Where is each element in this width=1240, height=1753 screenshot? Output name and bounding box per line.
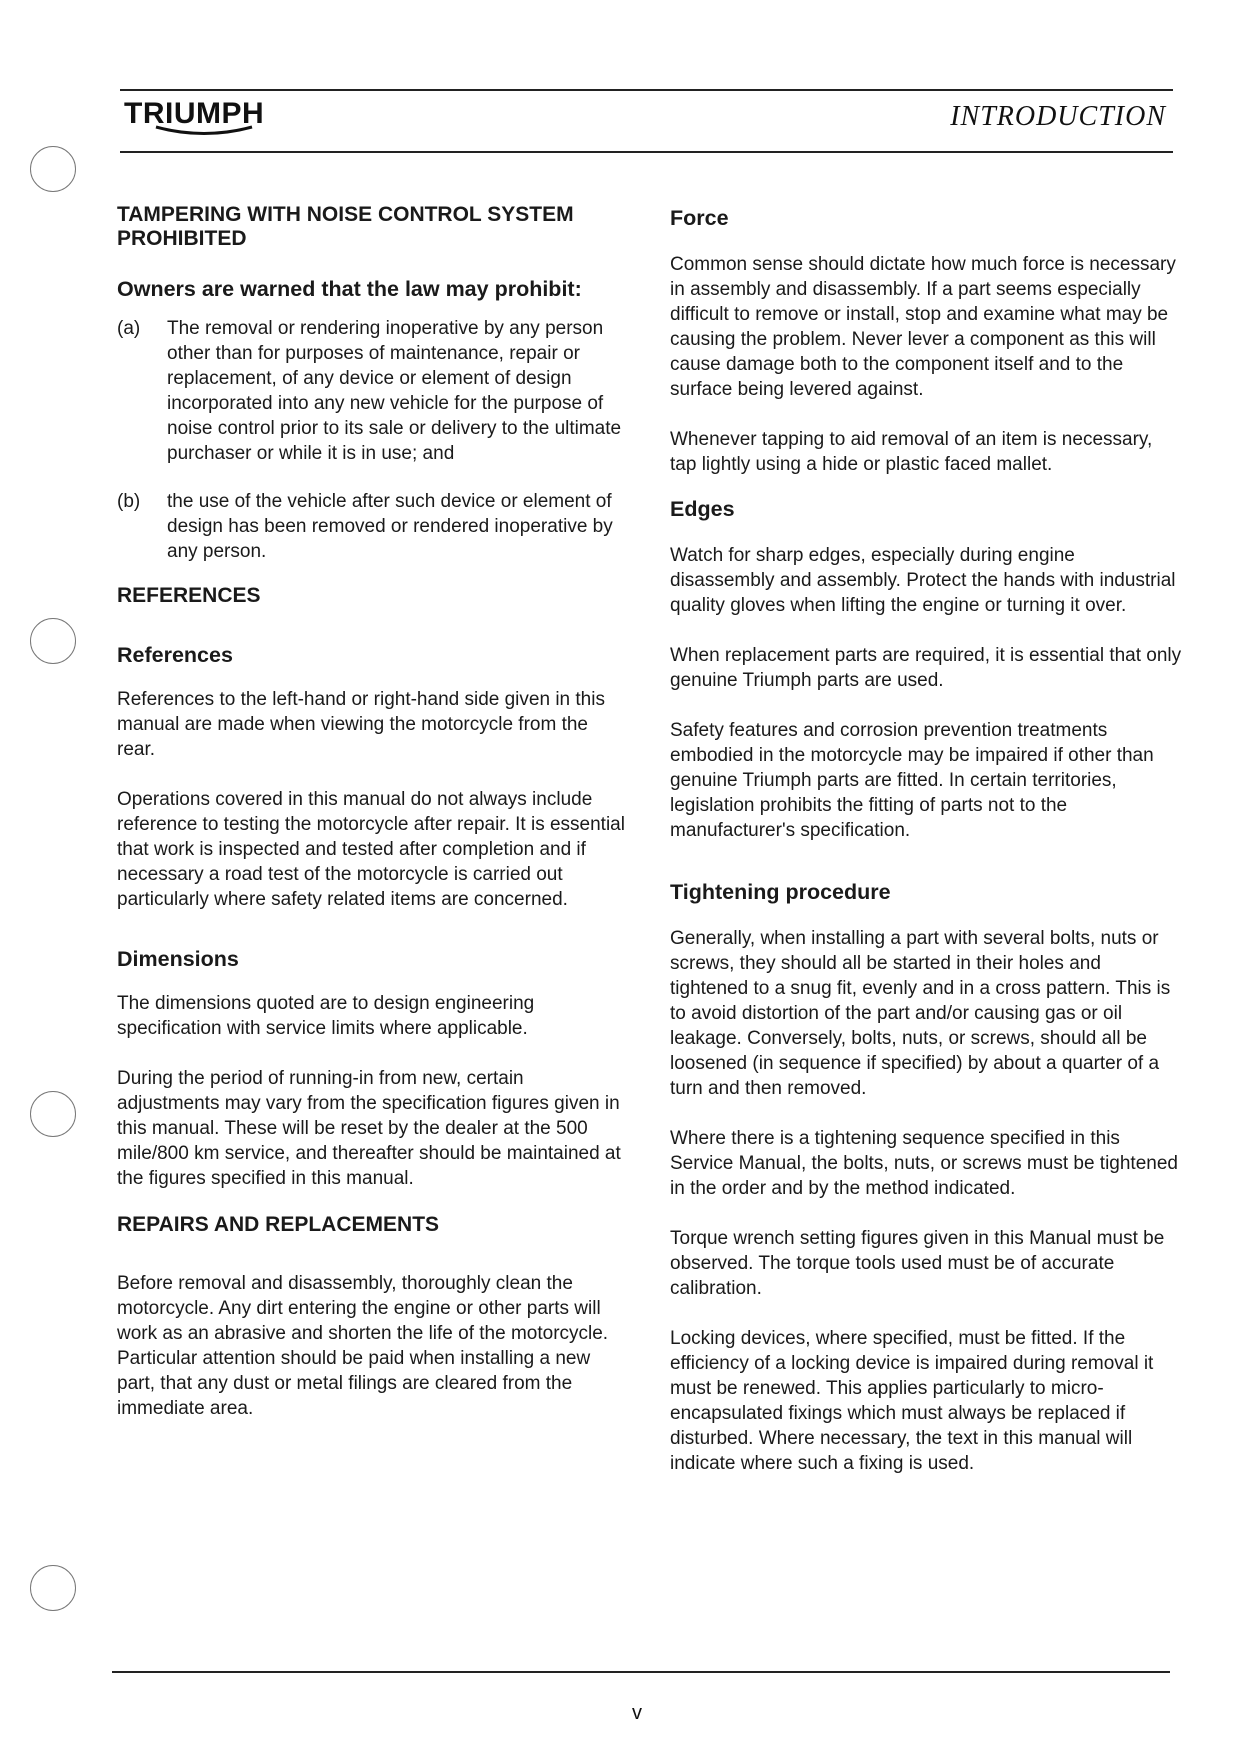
references-paragraph-1: References to the left-hand or right-hand side given in this manual are made when viewing the motorcycle from the rear. — [117, 689, 605, 760]
edges-paragraph-2: When replacement parts are required, it is essential that only genuine Triumph parts are used. — [670, 645, 1182, 691]
footer-rule — [112, 1671, 1170, 1673]
list-item-text: The removal or rendering inoperative by any person other than for purposes of maintenance, repair or replacement, of any device or element of design incorporated into any new vehicle for the purpose of noise control prior to its sale or delivery to the ultimate purchaser or while it is in use; and — [167, 318, 622, 464]
tightening-paragraph-2: Where there is a tightening sequence specified in this Service Manual, the bolts, nuts, or screws must be tightened in the order and by the method indicated. — [670, 1128, 1178, 1199]
dimensions-paragraph-1: The dimensions quoted are to design engineering specification with service limits where applicable. — [117, 993, 535, 1039]
repairs-heading: REPAIRS AND REPLACEMENTS — [117, 1213, 440, 1236]
tightening-paragraph-3: Torque wrench setting figures given in this Manual must be observed. The torque tools used must be of accurate calibration. — [670, 1228, 1165, 1299]
section-title: INTRODUCTION — [950, 101, 1166, 132]
edges-paragraph-1: Watch for sharp edges, especially during engine disassembly and assembly. Protect the hands with industrial quality gloves when lifting the engine or turning it over. — [670, 545, 1176, 616]
binder-hole — [30, 1565, 76, 1611]
logo-swoosh-icon — [154, 124, 254, 138]
header-bottom-rule — [120, 151, 1173, 153]
references-subheading: References — [117, 643, 233, 667]
list-item — [117, 489, 627, 564]
list-item-text: the use of the vehicle after such device or element of design has been removed or rendered inoperative by any person. — [167, 491, 613, 562]
tampering-heading: TAMPERING WITH NOISE CONTROL SYSTEM PROHIBITED — [117, 203, 574, 250]
references-heading: REFERENCES — [117, 584, 261, 607]
list-item-label: (a) — [117, 318, 141, 339]
dimensions-paragraph-2: During the period of running-in from new, certain adjustments may vary from the specification figures given in this manual. These will be reset by the dealer at the 500 mile/800 km service, and thereafter should be maintained at the figures specified in this manual. — [117, 1068, 621, 1189]
binder-hole — [30, 1091, 76, 1137]
list-item-label: (b) — [117, 491, 141, 512]
triumph-logo: TRIUMPH — [124, 97, 265, 130]
force-paragraph-2: Whenever tapping to aid removal of an item is necessary, tap lightly using a hide or plastic faced mallet. — [670, 429, 1153, 475]
force-paragraph-1: Common sense should dictate how much force is necessary in assembly and disassembly. If a part seems especially difficult to remove or install, stop and examine what may be causing the problem. Never lever a component as this will cause damage both to the component itself and to the surface being levered against. — [670, 254, 1176, 400]
page-number: v — [632, 1702, 642, 1724]
right-column — [670, 205, 1182, 1501]
binder-hole — [30, 618, 76, 664]
force-heading: Force — [670, 206, 729, 230]
references-paragraph-2: Operations covered in this manual do not always include reference to testing the motorcycle after repair. It is essential that work is inspected and tested after completion and if necessary a road test of the motorcycle is carried out particularly where safety related items are concerned. — [117, 789, 625, 910]
dimensions-heading: Dimensions — [117, 947, 239, 971]
left-column — [117, 203, 627, 1446]
edges-heading: Edges — [670, 497, 735, 521]
repairs-paragraph-1: Before removal and disassembly, thoroughly clean the motorcycle. Any dirt entering the engine or other parts will work as an abrasive and shorten the life of the motorcycle. Particular attention should be paid when installing a new part, that any dust or metal filings are cleared from the immediate area. — [117, 1273, 609, 1419]
tightening-paragraph-4: Locking devices, where specified, must be fitted. If the efficiency of a locking device is impaired during removal it must be renewed. This applies particularly to micro-encapsulated fixings which must always be replaced if disturbed. Where necessary, the text in this manual will indicate where such a fixing is used. — [670, 1328, 1154, 1474]
edges-paragraph-3: Safety features and corrosion prevention treatments embodied in the motorcycle may be impaired if other than genuine Triumph parts are fitted. In certain territories, legislation prohibits the fitting of parts not to the manufacturer's specification. — [670, 720, 1154, 841]
binder-hole — [30, 146, 76, 192]
tightening-heading: Tightening procedure — [670, 880, 891, 904]
tightening-paragraph-1: Generally, when installing a part with several bolts, nuts or screws, they should all be started in their holes and tightened to a snug fit, evenly and in a cross pattern. This is to avoid distortion of the part and/or causing gas or oil leakage. Conversely, bolts, nuts, or screws, should all be loosened (in sequence if specified) by about a quarter of a turn and then removed. — [670, 928, 1171, 1099]
list-item — [117, 316, 627, 466]
owners-heading: Owners are warned that the law may prohibit: — [117, 277, 582, 301]
header-top-rule — [120, 89, 1173, 91]
